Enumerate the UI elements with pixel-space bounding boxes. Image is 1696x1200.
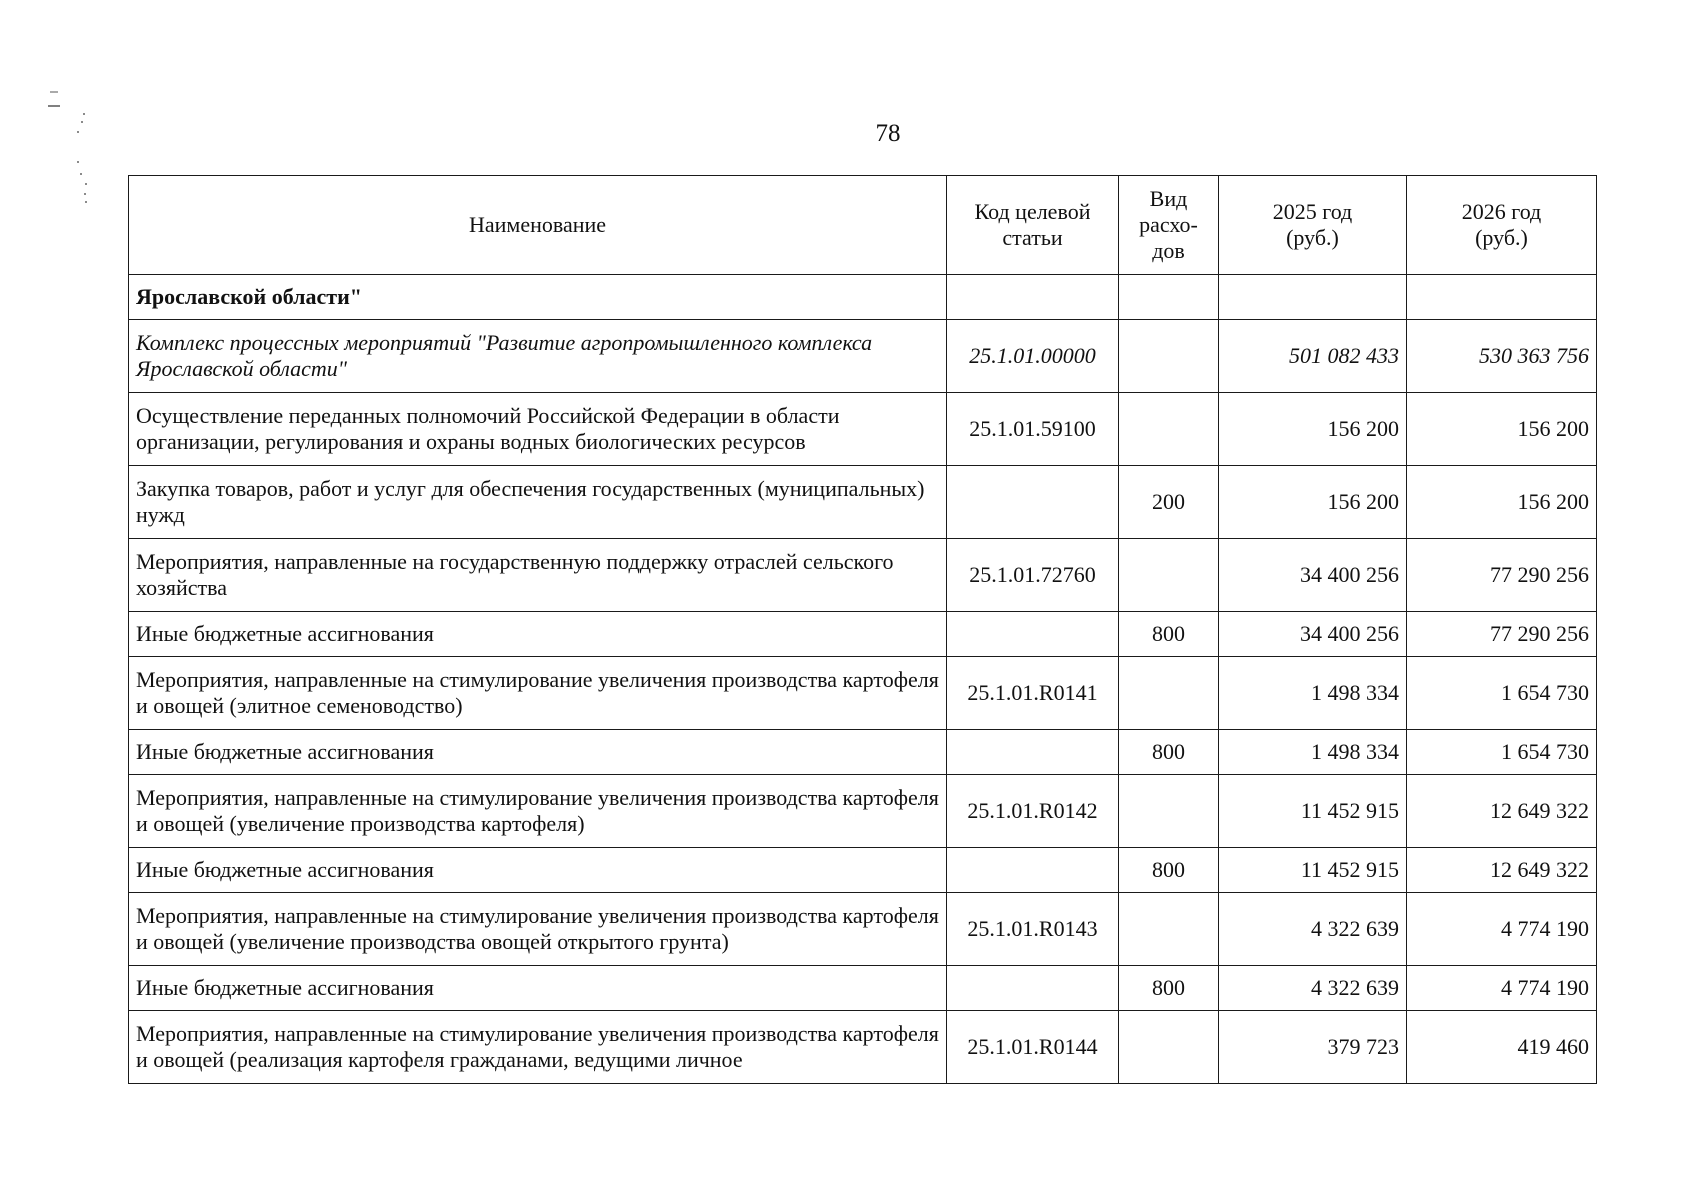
table-header: [129, 176, 1597, 275]
row-code: 25.1.01.00000: [947, 320, 1119, 393]
page-number: 78: [875, 120, 901, 147]
row-amount-2026: [1407, 275, 1597, 320]
row-name: Комплекс процессных мероприятий "Развитие агропромышленного комплекса Ярославской области": [129, 320, 947, 393]
table-row: [129, 893, 1597, 966]
row-amount-2026: 4 774 190: [1407, 893, 1597, 966]
row-amount-2025: 4 322 639: [1219, 966, 1407, 1011]
table-row: [129, 657, 1597, 730]
table-row: [129, 320, 1597, 393]
row-amount-2025: 4 322 639: [1219, 893, 1407, 966]
row-amount-2025: 1 498 334: [1219, 730, 1407, 775]
row-name: Мероприятия, направленные на стимулирование увеличения производства картофеля и овощей (элитное семеноводство): [129, 657, 947, 730]
header-year-2026: 2026 год (руб.): [1407, 176, 1597, 275]
row-name: Мероприятия, направленные на государственную поддержку отраслей сельского хозяйства: [129, 539, 947, 612]
table-row: [129, 393, 1597, 466]
row-code: 25.1.01.72760: [947, 539, 1119, 612]
row-code: 25.1.01.R0143: [947, 893, 1119, 966]
row-name: Иные бюджетные ассигнования: [129, 612, 947, 657]
row-amount-2026: 156 200: [1407, 393, 1597, 466]
table-row: [129, 730, 1597, 775]
row-code: [947, 966, 1119, 1011]
row-amount-2026: 12 649 322: [1407, 775, 1597, 848]
row-code: 25.1.01.R0144: [947, 1011, 1119, 1084]
header-kind: Вид расхо-дов: [1119, 176, 1219, 275]
row-code: 25.1.01.R0141: [947, 657, 1119, 730]
row-code: 25.1.01.59100: [947, 393, 1119, 466]
row-amount-2025: 34 400 256: [1219, 539, 1407, 612]
table-row: [129, 966, 1597, 1011]
row-amount-2026: 4 774 190: [1407, 966, 1597, 1011]
row-kind: 800: [1119, 848, 1219, 893]
table-row: [129, 848, 1597, 893]
row-amount-2026: 530 363 756: [1407, 320, 1597, 393]
scan-specks: [48, 86, 98, 216]
header-row: [129, 176, 1597, 275]
row-kind: [1119, 775, 1219, 848]
table-row: [129, 275, 1597, 320]
row-amount-2025: [1219, 275, 1407, 320]
row-amount-2025: 156 200: [1219, 466, 1407, 539]
row-amount-2025: 11 452 915: [1219, 775, 1407, 848]
row-code: [947, 730, 1119, 775]
row-kind: [1119, 320, 1219, 393]
table-row: [129, 466, 1597, 539]
row-name: Осуществление переданных полномочий Российской Федерации в области организации, регулирования и охраны водных биологических ресурсов: [129, 393, 947, 466]
row-name: Закупка товаров, работ и услуг для обеспечения государственных (муниципальных) нужд: [129, 466, 947, 539]
header-code: Код целевой статьи: [947, 176, 1119, 275]
row-kind: [1119, 1011, 1219, 1084]
row-name: Ярославской области": [129, 275, 947, 320]
header-year-2025: 2025 год (руб.): [1219, 176, 1407, 275]
row-kind: 800: [1119, 730, 1219, 775]
table-row: [129, 775, 1597, 848]
row-name: Иные бюджетные ассигнования: [129, 848, 947, 893]
row-name: Мероприятия, направленные на стимулирование увеличения производства картофеля и овощей (реализация картофеля гражданами, ведущими личное: [129, 1011, 947, 1084]
row-kind: [1119, 275, 1219, 320]
row-amount-2026: 77 290 256: [1407, 539, 1597, 612]
row-kind: [1119, 393, 1219, 466]
table-row: [129, 539, 1597, 612]
row-kind: [1119, 539, 1219, 612]
row-amount-2026: 1 654 730: [1407, 730, 1597, 775]
row-kind: [1119, 893, 1219, 966]
row-code: [947, 466, 1119, 539]
row-amount-2025: 156 200: [1219, 393, 1407, 466]
row-code: [947, 612, 1119, 657]
budget-table: [128, 175, 1597, 1084]
row-code: [947, 848, 1119, 893]
row-kind: 800: [1119, 612, 1219, 657]
table-row: [129, 1011, 1597, 1084]
row-amount-2025: 379 723: [1219, 1011, 1407, 1084]
row-kind: 800: [1119, 966, 1219, 1011]
row-code: [947, 275, 1119, 320]
row-amount-2025: 11 452 915: [1219, 848, 1407, 893]
row-name: Иные бюджетные ассигнования: [129, 730, 947, 775]
row-amount-2026: 419 460: [1407, 1011, 1597, 1084]
row-amount-2026: 77 290 256: [1407, 612, 1597, 657]
row-name: Мероприятия, направленные на стимулирование увеличения производства картофеля и овощей (увеличение производства картофеля): [129, 775, 947, 848]
table-row: [129, 612, 1597, 657]
row-amount-2026: 12 649 322: [1407, 848, 1597, 893]
row-amount-2026: 1 654 730: [1407, 657, 1597, 730]
table-body: [129, 275, 1597, 1084]
row-amount-2025: 501 082 433: [1219, 320, 1407, 393]
row-code: 25.1.01.R0142: [947, 775, 1119, 848]
row-name: Иные бюджетные ассигнования: [129, 966, 947, 1011]
row-amount-2025: 34 400 256: [1219, 612, 1407, 657]
header-name: Наименование: [129, 176, 947, 275]
row-amount-2025: 1 498 334: [1219, 657, 1407, 730]
row-name: Мероприятия, направленные на стимулирование увеличения производства картофеля и овощей (увеличение производства овощей открытого грунта): [129, 893, 947, 966]
row-amount-2026: 156 200: [1407, 466, 1597, 539]
row-kind: [1119, 657, 1219, 730]
row-kind: 200: [1119, 466, 1219, 539]
